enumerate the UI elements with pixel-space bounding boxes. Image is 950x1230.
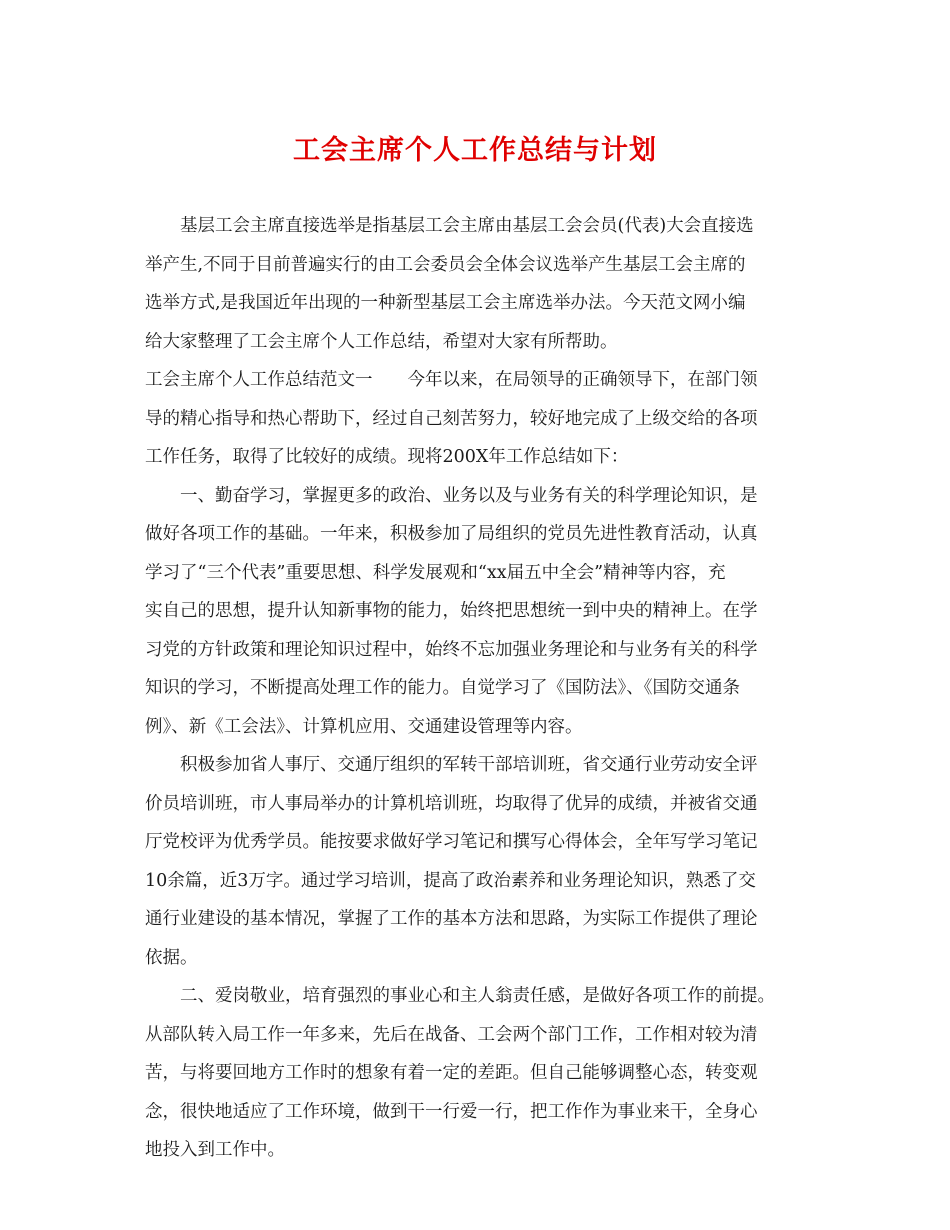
text-line: 工会主席个人工作总结范文一 今年以来，在局领导的正确领导下，在部门领: [145, 370, 758, 390]
document-body: [145, 207, 810, 1170]
text-line: 苦，与将要回地方工作时的想象有着一定的差距。但自己能够调整心态，转变观: [145, 1063, 758, 1083]
text-line: 一、勤奋学习，掌握更多的政治、业务以及与业务有关的科学理论知识，是: [145, 485, 758, 506]
text-line: 做好各项工作的基础。一年来，积极参加了局组织的党员先进性教育活动，认真: [145, 524, 758, 544]
text-line: 地投入到工作中。: [145, 1140, 285, 1160]
text-line: 基层工会主席直接选举是指基层工会主席由基层工会会员(代表)大会直接选: [145, 216, 754, 236]
text-line: 念，很快地适应了工作环境，做到干一行爱一行，把工作作为事业来干，全身心: [145, 1101, 758, 1122]
text-line: 价员培训班，市人事局举办的计算机培训班，均取得了优异的成绩，并被省交通: [145, 793, 758, 814]
text-line: 知识的学习，不断提高处理工作的能力。自觉学习了《国防法》、《国防交通条: [145, 678, 740, 698]
text-line: 依据。: [145, 947, 198, 968]
text-line: 选举方式,是我国近年出现的一种新型基层工会主席选举办法。今天范文网小编: [145, 293, 746, 313]
text-line: 举产生,不同于目前普遍实行的由工会委员会全体会议选举产生基层工会主席的: [145, 254, 746, 275]
text-line: 实自己的思想，提升认知新事物的能力，始终把思想统一到中央的精神上。在学: [145, 601, 758, 621]
document-title: 工会主席个人工作总结与计划: [293, 135, 657, 166]
text-line: 给大家整理了工会主席个人工作总结，希望对大家有所帮助。: [145, 331, 618, 352]
text-line: 10余篇，近3万字。通过学习培训，提高了政治素养和业务理论知识，熟悉了交: [145, 870, 756, 891]
text-line: 习党的方针政策和理论知识过程中，始终不忘加强业务理论和与业务有关的科学: [145, 639, 758, 660]
text-line: 厅党校评为优秀学员。能按要求做好学习笔记和撰写心得体会，全年写学习笔记: [145, 832, 758, 852]
text-line: 学习了“三个代表”重要思想、科学发展观和“xx届五中全会”精神等内容，充: [145, 562, 726, 583]
text-line: 二、爱岗敬业，培育强烈的事业心和主人翁责任感，是做好各项工作的前提。: [145, 986, 775, 1006]
text-line: 积极参加省人事厅、交通厅组织的军转干部培训班，省交通行业劳动安全评: [145, 755, 758, 775]
text-line: 导的精心指导和热心帮助下，经过自己刻苦努力，较好地完成了上级交给的各项: [145, 408, 758, 429]
text-line: 例》、新《工会法》、计算机应用、交通建设管理等内容。: [145, 716, 583, 737]
text-line: 工作任务，取得了比较好的成绩。现将200X年工作总结如下：: [145, 447, 629, 467]
text-line: 从部队转入局工作一年多来，先后在战备、工会两个部门工作，工作相对较为清: [145, 1024, 758, 1045]
text-line: 通行业建设的基本情况，掌握了工作的基本方法和思路，为实际工作提供了理论: [145, 909, 758, 929]
